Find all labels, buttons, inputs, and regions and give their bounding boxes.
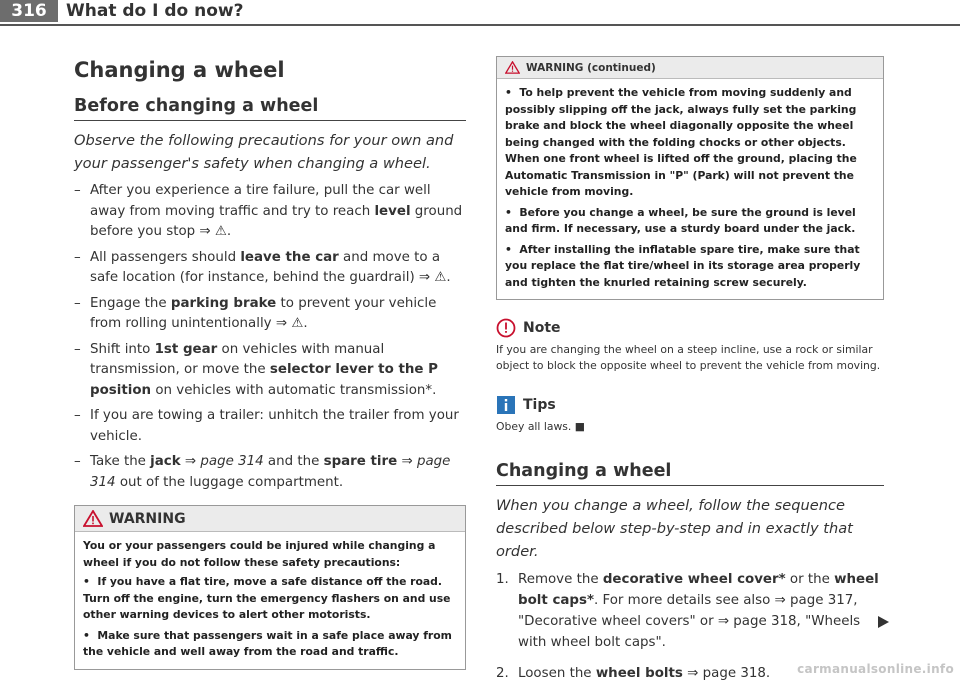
warning-header	[75, 506, 465, 532]
warning-continued-body	[497, 79, 883, 299]
note-header	[496, 318, 884, 338]
tips-text: Obey all laws. ■	[496, 420, 586, 433]
precautions-list	[74, 181, 466, 493]
list-item: – Engage the parking brake to prevent your vehicle from rolling unintentionally ⇒ ⚠.	[74, 294, 466, 335]
left-column	[74, 46, 466, 670]
watermark: carmanualsonline.info	[797, 662, 954, 676]
step-item: 1. Remove the decorative wheel cover* or the wheel bolt caps*. For more details see also ⇒ page 317, "Decorative wheel covers" or ⇒ page 318, "Wheels with wheel bolt caps".	[496, 571, 879, 650]
note-label: Note	[523, 320, 561, 336]
list-item: – Take the jack ⇒ page 314 and the spare tire ⇒ page 314 out of the luggage compartment.	[74, 452, 466, 493]
step-item: 2. Loosen the wheel bolts ⇒ page 318.	[496, 665, 771, 681]
page-title: Changing a wheel	[74, 58, 285, 82]
warning-lead: You or your passengers could be injured while changing a wheel if you do not follow these safety precautions:	[83, 539, 436, 569]
intro-text-2: When you change a wheel, follow the sequence described below step-by-step and in exactly that order.	[496, 496, 853, 560]
continue-arrow-icon	[876, 615, 890, 629]
intro-text: Observe the following precautions for your own and your passenger's safety when changing a wheel.	[74, 132, 454, 172]
warning-triangle-icon	[505, 61, 520, 74]
warning-box-continued	[496, 56, 884, 300]
warning-triangle-icon	[83, 510, 103, 527]
warning-bullet: • Make sure that passengers wait in a safe place away from the vehicle and well away from the road and traffic.	[83, 628, 452, 658]
warning-body	[75, 532, 465, 669]
info-icon	[496, 395, 516, 415]
note-text: If you are changing the wheel on a steep incline, use a rock or similar object to block the opposite wheel to prevent the vehicle from moving.	[496, 343, 881, 372]
right-column	[496, 56, 884, 694]
warning-continued-label: WARNING (continued)	[526, 61, 656, 74]
tips-label: Tips	[523, 397, 556, 413]
warning-bullet: • If you have a flat tire, move a safe distance off the road. Turn off the engine, turn the emergency flashers on and use other warning devices to alert other motorists.	[83, 575, 451, 621]
list-item: – After you experience a tire failure, pull the car well away from moving traffic and try to reach level ground before you stop ⇒ ⚠.	[74, 181, 466, 243]
note-exclamation-icon	[496, 318, 516, 338]
list-item: – If you are towing a trailer: unhitch the trailer from your vehicle.	[74, 406, 466, 447]
tips-header	[496, 395, 884, 415]
header-rule	[0, 24, 960, 26]
warning-bullet: • After installing the inflatable spare tire, make sure that you replace the flat tire/wheel in its storage area properly and tighten the knurled retaining screw securely.	[505, 242, 861, 289]
list-item: – All passengers should leave the car and move to a safe location (for instance, behind the guardrail) ⇒ ⚠.	[74, 248, 466, 289]
section-subtitle-2: Changing a wheel	[496, 461, 884, 486]
section-subtitle: Before changing a wheel	[74, 96, 466, 121]
warning-bullet: • Before you change a wheel, be sure the ground is level and firm. If necessary, use a sturdy board under the jack.	[505, 205, 856, 235]
list-item: – Shift into 1st gear on vehicles with manual transmission, or move the selector lever to the P position on vehicles with automatic transmission*.	[74, 340, 466, 402]
page-number: 316	[0, 0, 58, 22]
warning-label: WARNING	[109, 510, 186, 527]
warning-box	[74, 505, 466, 670]
warning-continued-header	[497, 57, 883, 79]
warning-bullet: • To help prevent the vehicle from moving suddenly and possibly slipping off the jack, always fully set the parking brake and block the wheel diagonally opposite the wheel being changed with the folding chocks or other objects. When one front wheel is lifted off the ground, placing the Automatic Transmission in "P" (Park) will not prevent the vehicle from moving.	[505, 86, 857, 198]
section-header: What do I do now?	[66, 1, 244, 21]
